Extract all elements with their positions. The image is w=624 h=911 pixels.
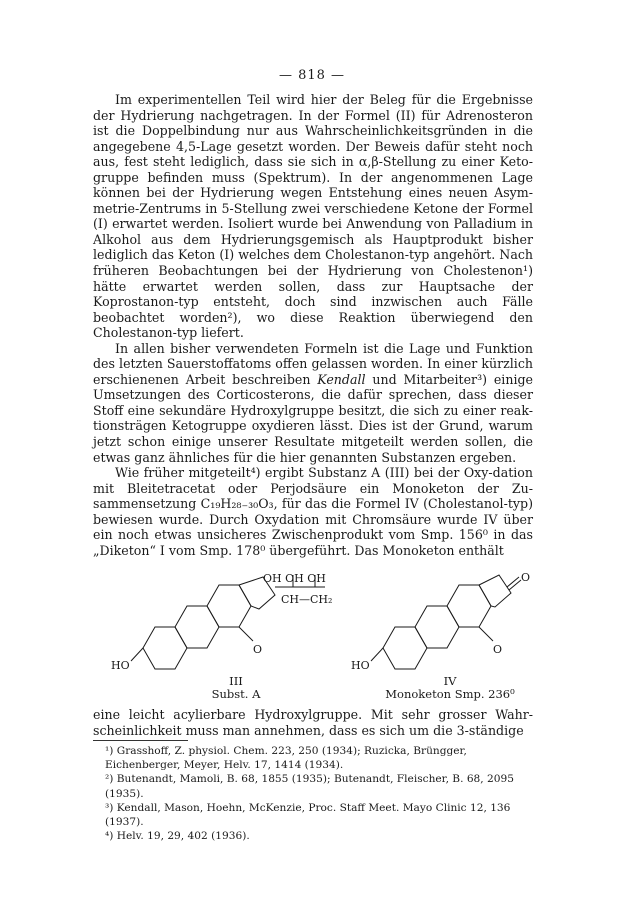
formula-iv-numeral: IV [443,674,457,688]
footnote-1: ¹) Grasshoff, Z. physiol. Chem. 223, 250 (1934); Ruzicka, Brüngger, Eichenberger, Meyer, Helv. 17, 1414 (1934). [105,745,467,772]
formula-iii-numeral: III [229,674,243,688]
ring-b-right [415,606,459,648]
paragraph-3: Wie früher mitgeteilt⁴) ergibt Substanz A (III) bei der Oxy-dation mit Bleitetracetat oder Perjodsäure ein Monoketon der Zu-sammensetzung C₁₉H₂₈₋₃₀O₃, für das die Formel IV (Cholestanol-typ) bewiesen wurde. Durch Oxydation mit Chromsäure wurde IV über ein noch etwas unsicheres Zwischenprodukt vom Smp. 156⁰ in das „Diketon“ I vom Smp. 178⁰ übergeführt. Das Monoketon enthält [93,465,533,558]
keto-oxygen-right: O [521,573,531,584]
structural-formulas [93,573,533,703]
paragraph-2 [93,341,533,465]
formula-iii-caption: Subst. A [211,687,261,701]
footnote-4: ⁴) Helv. 19, 29, 402 (1936). [105,830,250,843]
hydroxyl-left: HO [111,659,130,672]
ring-d-right [479,575,511,607]
hydroxyl-right: HO [351,659,370,672]
ring-c-right [447,585,491,627]
footnote-2: ²) Butenandt, Mamoli, B. 68, 1855 (1935); Butenandt, Fleischer, B. 68, 2095 (1935). [105,773,514,800]
paragraph-1: Im experimentellen Teil wird hier der Beleg für die Ergebnisse der Hydrierung nachgetragen. In der Formel (II) für Adrenosteron ist die Doppelbindung nur aus Wahrscheinlichkeitsgründen in die angegebene 4,5-Lage gesetzt worden. Der Beweis dafür steht noch aus, fest steht lediglich, dass sie sich in α,β-Stellung zu einer Keto-gruppe befinden muss (Spektrum). In der angenommenen Lage können bei der Hydrierung wegen Entstehung eines neuen Asym-metrie-Zentrums in 5-Stellung zwei verschiedene Ketone der Formel (I) erwartet werden. Isoliert wurde bei Anwendung von Palladium in Alkohol aus dem Hydrierungsgemisch als Hauptprodukt bisher lediglich das Keton (I) welches dem Cholestanon-typ angehört. Nach früheren Beobachtungen bei der Hydrierung von Cholestenon¹) hätte erwartet werden sollen, dass zur Hauptsache der Koprostanon-typ entsteht, doch sind inzwischen auch Fälle beobachtet worden²), wo diese Reaktion überwiegend den Cholestanon-typ liefert. [93,92,533,341]
formula-iv-caption: Monoketon Smp. 236⁰ [385,687,515,701]
side-chain-ch: CH—CH₂ [281,593,333,606]
ring-c-left [207,585,251,627]
footnotes [93,744,533,843]
formula-iii-label [201,675,271,701]
ring-oxygen-right: O [493,643,503,656]
side-chain-oh: OH OH OH [263,573,326,585]
ring-a-left [143,627,187,669]
ring-b-left [175,606,219,648]
formula-iv-label [380,675,520,701]
paragraph-4: eine leicht acylierbare Hydroxylgruppe. Mit sehr grosser Wahr-scheinlichkeit muss man annehmen, dass es sich um die 3-ständige [93,707,533,738]
paragraph-2-text: In allen bisher verwendeten Formeln ist die Lage und Funktion des letzten Sauerstoffatoms offen gelassen worden. In einer kürzlich erschienenen Arbeit beschreiben Kendall und Mitarbeiter³) einige Umsetzungen des Corticosterons, die dafür sprechen, dass dieser Stoff eine sekundäre Hydroxylgruppe besitzt, die sich zu einer reak-tionsträgen Ketogruppe oxydieren lässt. Dies ist der Grund, warum jetzt schon einige unserer Resultate mitgeteilt werden sollen, die etwas ganz ähnliches für die hier genannten Substanzen ergeben. [93,340,533,465]
footnote-3: ³) Kendall, Mason, Hoehn, McKenzie, Proc. Staff Meet. Mayo Clinic 12, 136 (1937). [105,801,511,829]
main-text [93,92,533,558]
footnote-rule [93,740,188,741]
ring-a-right [383,627,427,669]
ring-oxygen-left: O [253,643,263,656]
main-text-continued [93,707,533,738]
page-number: — 818 — [278,68,346,83]
author-name-kendall: Kendall [317,371,366,387]
